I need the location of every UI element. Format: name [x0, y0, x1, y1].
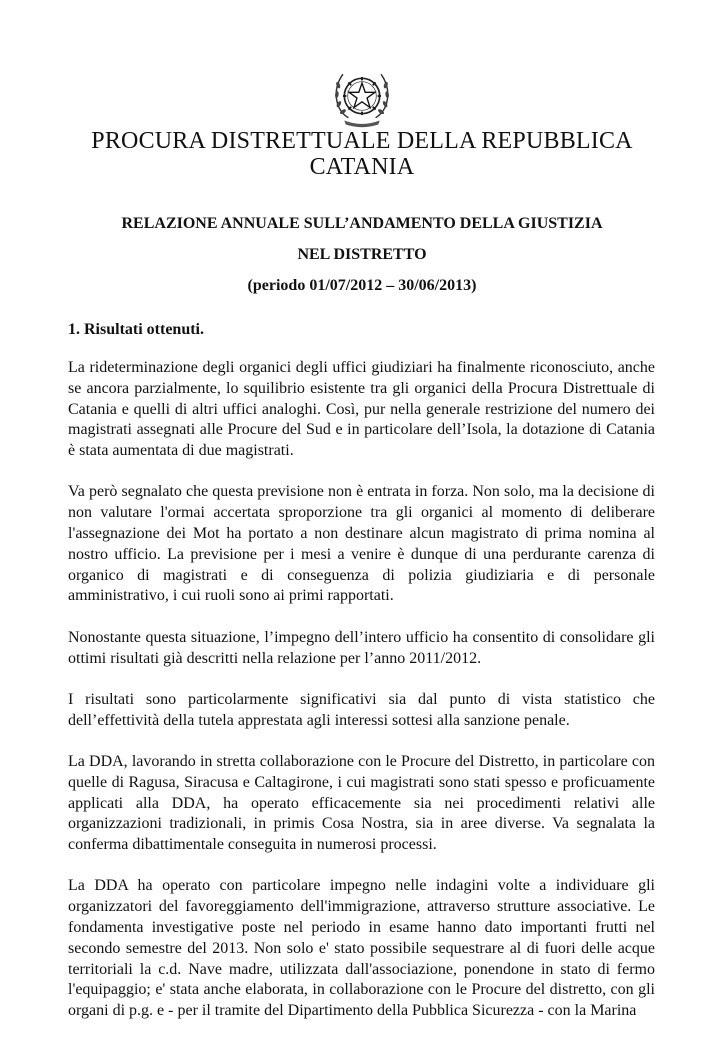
office-title-line-2: CATANIA: [309, 154, 415, 180]
section-heading: 1. Risultati ottenuti.: [68, 321, 204, 338]
paragraph: Va però segnalato che questa previsione non è entrata in forza. Non solo, ma la decisione di non valutare l'ormai accertata sproporzione tra gli organici al momento di deliberare l'assegnazione dei Mot ha portato a non destinare alcun magistrato di prima nomina al nostro ufficio. La previsione per i mesi a venire è dunque di una perdurante carenza di organico di magistrati e di conseguenza di polizia giudiziaria e di personale amministrativo, i cui ruoli sono ai primi rapportati.: [68, 483, 655, 605]
italian-republic-emblem-icon: [328, 62, 396, 130]
paragraph: La rideterminazione degli organici degli uffici giudiziari ha finalmente riconosciuto, anche se ancora parzialmente, lo squilibrio esistente tra gli organici della Procura Distrettuale di Catania e quelli di altri uffici analoghi. Così, pur nella generale restrizione del numero dei magistrati assegnati alle Procure del Sud e in particolare dell’Isola, la dotazione di Catania è stata aumentata di due magistrati.: [68, 359, 655, 460]
report-heading-line-2: NEL DISTRETTO: [297, 246, 427, 263]
paragraph: La DDA ha operato con particolare impegno nelle indagini volte a individuare gli organizzatori del favoreggiamento dell'immigrazione, attraverso strutture associative. Le fondamenta investigative poste nel periodo in esame hanno dato importanti frutti nel secondo semestre del 2013. Non solo e' stato possibile sequestrare al di fuori delle acque territoriali la c.d. Nave madre, utilizzata dall'associazione, ponendone in stato di fermo l'equipaggio; e' stata anche elaborata, in collaborazione con le Procure del distretto, con gli organi di p.g. e - per il tramite del Dipartimento della Pubblica Sicurezza - con la Marina: [68, 877, 655, 1020]
report-period: (periodo 01/07/2012 – 30/06/2013): [247, 277, 477, 294]
office-title-line-1: PROCURA DISTRETTUALE DELLA REPUBBLICA: [91, 128, 633, 154]
document-body: [68, 358, 655, 1043]
office-title: [60, 128, 664, 180]
report-heading-line-1: RELAZIONE ANNUALE SULL’ANDAMENTO DELLA GIUSTIZIA: [121, 215, 603, 232]
report-heading: [60, 208, 664, 301]
paragraph: La DDA, lavorando in stretta collaborazione con le Procure del Distretto, in particolare con quelle di Ragusa, Siracusa e Caltagirone, i cui magistrati sono stati spesso e proficuamente applicati alla DDA, ha operato efficacemente sia nei procedimenti relativi alle organizzazioni tradizionali, in primis Cosa Nostra, sia in aree diverse. Va segnalata la conferma dibattimentale conseguita in numerosi processi.: [68, 752, 655, 854]
paragraph: I risultati sono particolarmente significativi sia dal punto di vista statistico che dell’effettività della tutela apprestata agli interessi sottesi alla sanzione penale.: [68, 690, 655, 729]
paragraph: Nonostante questa situazione, l’impegno dell’intero ufficio ha consentito di consolidare gli ottimi risultati già descritti nella relazione per l’anno 2011/2012.: [68, 628, 655, 667]
